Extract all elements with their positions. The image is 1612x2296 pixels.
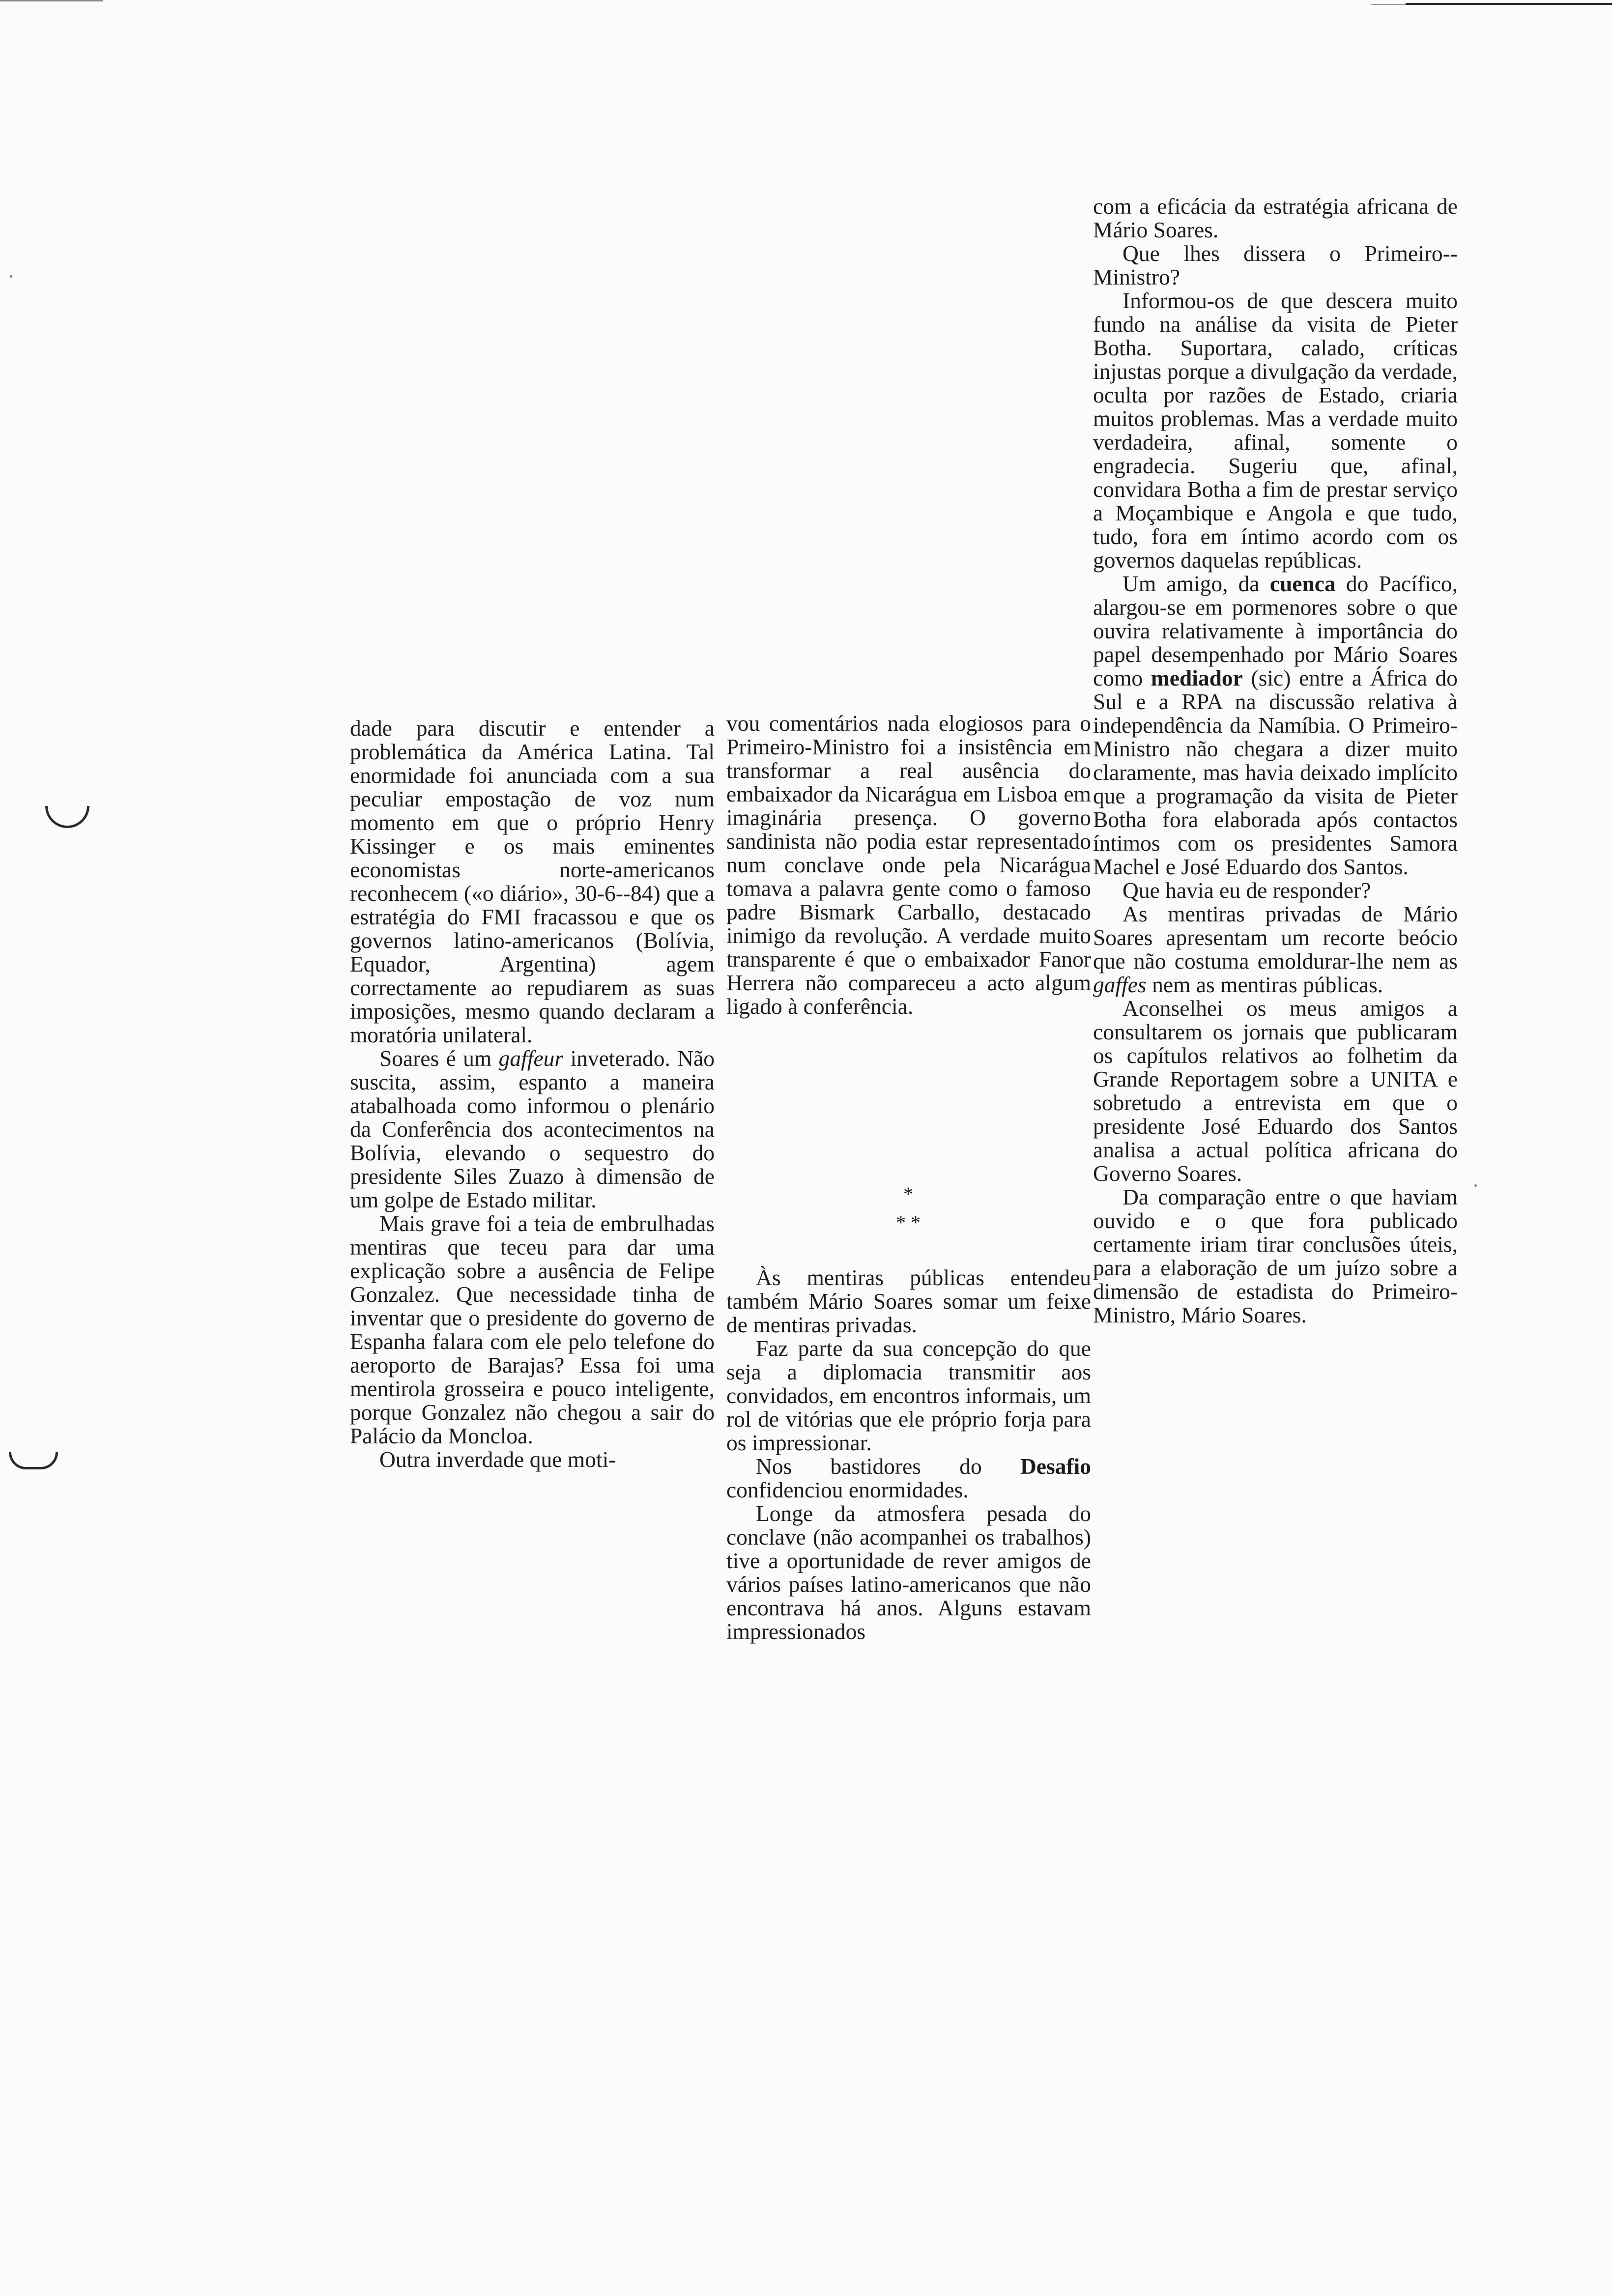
speck [10, 275, 12, 278]
article-paragraph: Às mentiras públicas entendeu também Mário Soares somar um feixe de mentiras privadas. [726, 1265, 1091, 1337]
article-paragraph: Da comparação entre o que haviam ouvido e o que fora publicado certamente iriam tirar conclusões úteis, para a elaboração de um juízo sobre a dimensão de estadista do Primeiro-Ministro, Mário Soares. [1093, 1184, 1458, 1327]
article-paragraph: Longe da atmosfera pesada do conclave (não acompanhei os trabalhos) tive a oportunidade de rever amigos de vários países latino-americanos que não encontrava há anos. Alguns estavam impressionados [726, 1501, 1091, 1644]
article-column-3 [1093, 195, 1458, 1327]
article-column-2 [726, 712, 1091, 1018]
section-separator-asterisks [879, 1184, 938, 1233]
top-rule-mid [1371, 4, 1406, 5]
article-paragraph: Aconselhei os meus amigos a consultarem os jornais que publicaram os capítulos relativos ao folhetim da Grande Reportagem sobre a UNITA e sobretudo a entrevista em que o presidente José Eduardo dos Santos analisa a actual política africana do Governo Soares. [1093, 996, 1458, 1186]
article-column-1 [350, 717, 715, 1471]
article-paragraph: Mais grave foi a teia de embrulhadas mentiras que teceu para dar uma explicação sobre a ausência de Felipe Gonzalez. Que necessidade tinha de inventar que o presidente do governo de Espanha falara com ele pelo telefone do aeroporto de Barajas? Essa foi uma mentirola grosseira e pouco inteligente, porque Gonzalez não chegou a sair do Palácio da Moncloa. [350, 1211, 715, 1448]
asterisk-bottom: * * [896, 1211, 921, 1234]
asterisk-top: * [903, 1183, 913, 1205]
top-rule-right [1406, 3, 1612, 5]
article-paragraph: com a eficácia da estratégia africana de Mário Soares. [1093, 194, 1458, 242]
top-rule-left [0, 0, 103, 1]
article-paragraph: As mentiras privadas de Mário Soares apresentam um recorte beócio que não costuma emoldurar-lhe nem as gaffes nem as mentiras públicas. [1093, 901, 1458, 997]
article-paragraph: Um amigo, da cuenca do Pacífico, alargou-se em pormenores sobre o que ouvira relativamente à importância do papel desempenhado por Mário Soares como mediador (sic) entre a África do Sul e a RPA na discussão relativa à independência da Namíbia. O Primeiro-Ministro não chegara a dizer muito claramente, mas havia deixado implícito que a programação da visita de Pieter Botha fora elaborada após contactos íntimos com os presidentes Samora Machel e José Eduardo dos Santos. [1093, 571, 1458, 879]
article-paragraph: Soares é um gaffeur inveterado. Não suscita, assim, espanto a maneira atabalhoada como informou o plenário da Conferência dos acontecimentos na Bolívia, elevando o sequestro do presidente Siles Zuazo à dimensão de um golpe de Estado militar. [350, 1046, 715, 1212]
article-paragraph: Informou-os de que descera muito fundo na análise da visita de Pieter Botha. Suportara, calado, críticas injustas porque a divulgação da verdade, oculta por razões de Estado, criaria muitos problemas. Mas a verdade muito verdadeira, afinal, somente o engradecia. Sugeriu que, afinal, convidara Botha a fim de prestar serviço a Moçambique e Angola e que tudo, tudo, fora em íntimo acordo com os governos daquelas repúblicas. [1093, 288, 1458, 573]
article-paragraph: Faz parte da sua concepção do que seja a diplomacia transmitir aos convidados, em encontros informais, um rol de vitórias que ele próprio forja para os impressionar. [726, 1336, 1091, 1455]
article-paragraph: Outra inverdade que moti- [379, 1447, 616, 1472]
article-paragraph: vou comentários nada elogiosos para o Primeiro-Ministro foi a insistência em transformar a real ausência do embaixador da Nicarágua em Lisboa em imaginária presença. O governo sandinista não podia estar representado num conclave onde pela Nicarágua tomava a palavra gente como o famoso padre Bismark Carballo, destacado inimigo da revolução. A verdade muito transparente é que o embaixador Fanor Herrera não compareceu a acto algum ligado à conferência. [726, 711, 1091, 1019]
article-paragraph: dade para discutir e entender a problemática da América Latina. Tal enormidade foi anunciada com a sua peculiar empostação de voz num momento em que o próprio Henry Kissinger e os mais eminentes economistas norte-americanos reconhecem («o diário», 30-6--84) que a estratégia do FMI fracassou e que os governos latino-americanos (Bolívia, Equador, Argentina) agem correctamente ao repudiarem as suas imposições, mesmo quando declaram a moratória unilateral. [350, 716, 715, 1047]
article-paragraph: Que lhes dissera o Primeiro--Ministro? [1093, 241, 1458, 289]
article-paragraph: Nos bastidores do Desafio confidenciou enormidades. [726, 1454, 1091, 1502]
article-column-2-continued [726, 1266, 1091, 1643]
article-paragraph: Que havia eu de responder? [1123, 878, 1371, 903]
speck [1474, 1184, 1477, 1187]
punch-mark-upper [45, 806, 89, 828]
punch-mark-lower [9, 1452, 58, 1469]
